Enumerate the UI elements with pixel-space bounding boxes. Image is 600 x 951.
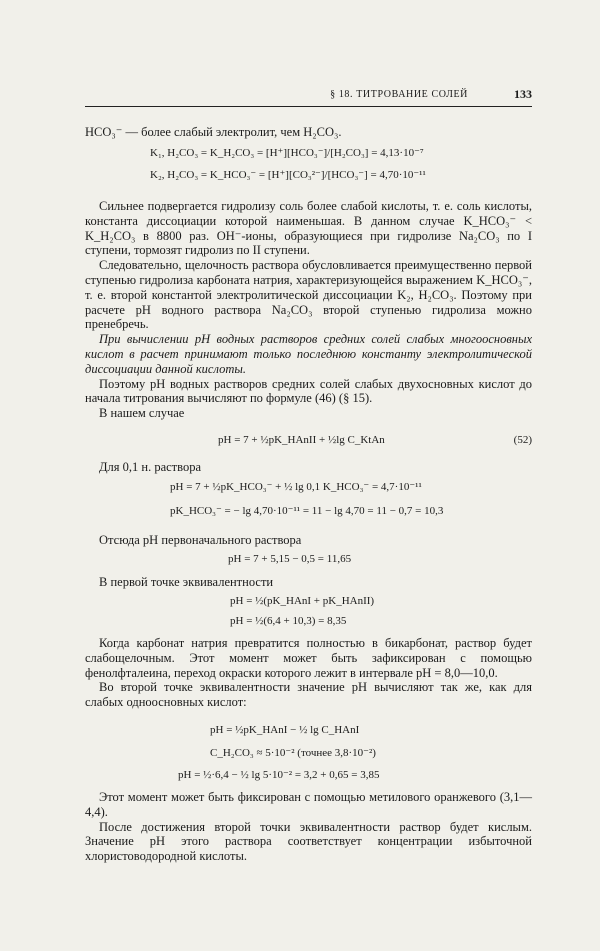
formula-second-equivalence: pH = ½pK_HAnI − ½ lg C_HAnI	[210, 724, 360, 736]
formula-k2: K₂, H₂CO₃ = K_HCO₃⁻ = [H⁺][CO₃²⁻]/[HCO₃⁻] = 4,70·10⁻¹¹	[150, 169, 426, 181]
rule-paragraph: При вычислении pH водных растворов средних солей слабых многоосновных кислот в расчет принимают только последнюю константу электролитической диссоциации данной кислоты.	[85, 332, 532, 376]
formula-concentration: C_H₂CO₃ ≈ 5·10⁻² (точнее 3,8·10⁻²)	[210, 747, 376, 759]
formula-52: pH = 7 + ½pK_HAnII + ½lg C_KtAn	[218, 434, 385, 446]
page-number: 133	[514, 87, 532, 101]
formula-ph-initial: pH = 7 + ½pK_HCO₃⁻ + ½ lg 0,1 K_HCO₃⁻ = 4,7·10⁻¹¹	[170, 481, 422, 493]
formula-k1: K₁, H₂CO₃ = K_H₂CO₃ = [H⁺][HCO₃⁻]/[H₂CO₃] = 4,13·10⁻⁷	[150, 147, 424, 159]
paragraph: После достижения второй точки эквивалентности раствор будет кислым. Значение pH этого раствора соответствует концентрации избыточной хлористоводородной кислоты.	[85, 819, 532, 864]
paragraph: HCO₃⁻ — более слабый электролит, чем H₂CO₃.	[85, 125, 342, 139]
paragraph: Следовательно, щелочность раствора обусловливается преимущественно первой ступенью гидролиза карбоната натрия, характеризующейся выражением K_HCO₃⁻, т. е. второй константой электролитической диссоциации K₂, H₂CO₃. Поэтому при расчете pH водного раствора Na₂CO₃ второй ступенью гидролиза можно пренебречь.	[85, 258, 532, 332]
text-block-2	[85, 460, 532, 475]
paragraph: В нашем случае	[99, 406, 185, 421]
formula-first-equivalence: pH = ½(pK_HAnI + pK_HAnII)	[230, 595, 375, 607]
text-block-6	[85, 790, 532, 864]
formula-first-equivalence-value: pH = ½(6,4 + 10,3) = 8,35	[230, 615, 347, 627]
paragraph: Когда карбонат натрия превратится полностью в бикарбонат, раствор будет слабощелочным. Этот момент может быть зафиксирован с помощью фенолфталеина, переход окраски которого лежит в интервале pH = 8,0—10,0.	[85, 636, 532, 680]
text-block-4	[85, 575, 532, 590]
section-title: § 18. ТИТРОВАНИЕ СОЛЕЙ	[330, 89, 468, 100]
running-header	[85, 88, 532, 107]
paragraph: Отсюда pH первоначального раствора	[99, 533, 302, 547]
paragraph: Сильнее подвергается гидролизу соль более слабой кислоты, т. е. соль кислоты, константа диссоциации которой наименьшая. В данном случае K_HCO₃⁻ < K_H₂CO₃ в 8800 раз. OH⁻-ионы, образующиеся при гидролизе Na₂CO₃ по I ступени, тормозят гидролиз по II ступени.	[85, 199, 532, 258]
equation-number: (52)	[513, 434, 532, 446]
text-block-1	[85, 199, 532, 421]
formula-second-equivalence-value: pH = ½·6,4 − ½ lg 5·10⁻² = 3,2 + 0,65 = 3,85	[178, 769, 380, 781]
formula-ph-result: pH = 7 + 5,15 − 0,5 = 11,65	[228, 553, 352, 565]
formula-pk: pK_HCO₃⁻ = − lg 4,70·10⁻¹¹ = 11 − lg 4,70 = 11 − 0,7 = 10,3	[170, 505, 444, 517]
intro-line	[85, 125, 532, 140]
paragraph: Во второй точке эквивалентности значение pH вычисляют так же, как для слабых одноосновных кислот:	[85, 680, 532, 710]
paragraph: Поэтому pH водных растворов средних солей слабых двухосновных кислот до начала титрования вычисляют по формуле (46) (§ 15).	[85, 376, 532, 406]
paragraph: Для 0,1 н. раствора	[99, 460, 202, 474]
text-block-5	[85, 636, 532, 710]
paragraph: Этот момент может быть фиксирован с помощью метилового оранжевого (3,1—4,4).	[85, 790, 532, 819]
text-block-3	[85, 533, 532, 548]
paragraph: В первой точке эквивалентности	[99, 575, 274, 589]
